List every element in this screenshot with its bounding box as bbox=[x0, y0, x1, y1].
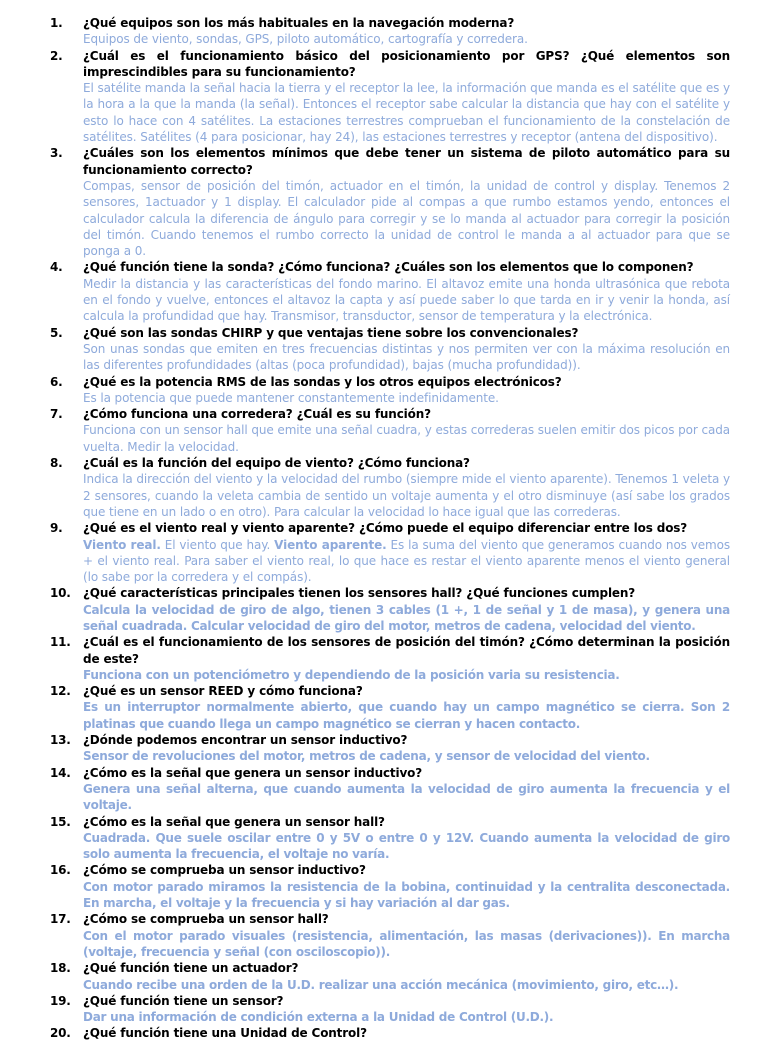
item-number: 1. bbox=[50, 16, 63, 30]
question-text: ¿Cómo funciona una corredera? ¿Cuál es su función? bbox=[83, 407, 431, 422]
list-item bbox=[0, 634, 768, 683]
item-number: 3. bbox=[50, 146, 63, 161]
item-number: 15. bbox=[50, 814, 71, 829]
list-item bbox=[0, 406, 768, 455]
item-number: 19. bbox=[50, 993, 71, 1008]
item-number: 11. bbox=[50, 635, 71, 650]
answer-text: Es la potencia que puede mantener constantemente indefinidamente. bbox=[83, 390, 499, 405]
question-text: ¿Cuál es la función del equipo de viento? ¿Cómo funciona? bbox=[83, 456, 470, 471]
item-number: 12. bbox=[50, 684, 71, 699]
item-number: 13. bbox=[50, 733, 71, 748]
item-number: 8. bbox=[50, 456, 63, 471]
question-text: ¿Qué es un sensor REED y cómo funciona? bbox=[83, 684, 363, 699]
item-number: 9. bbox=[50, 521, 63, 536]
answer-text: Funciona con un sensor hall que emite una señal cuadra, y estas correderas suelen emitir dos picos por cada vuelta. Medir la velocidad. bbox=[83, 423, 730, 454]
item-number: 7. bbox=[50, 407, 63, 422]
item-number: 20. bbox=[50, 1026, 71, 1041]
list-item bbox=[0, 911, 768, 960]
list-item bbox=[0, 1025, 768, 1041]
question-text: ¿Cómo se comprueba un sensor hall? bbox=[83, 912, 329, 927]
list-item bbox=[0, 993, 768, 1026]
question-text: ¿Qué función tiene la sonda? ¿Cómo funciona? ¿Cuáles son los elementos que lo componen? bbox=[83, 260, 694, 275]
list-item bbox=[0, 259, 768, 324]
question-text: ¿Qué son las sondas CHIRP y que ventajas tiene sobre los convencionales? bbox=[83, 325, 579, 340]
answer-segment: Es la suma del viento que generamos cuando nos vemos + el viento real. Para saber el viento real, lo que hace es restar el viento aparente menos el viento general (lo sabe por la corredera y el compás). bbox=[83, 537, 731, 585]
list-item bbox=[0, 520, 768, 585]
question-text: ¿Qué función tiene un sensor? bbox=[83, 993, 284, 1008]
list-item bbox=[0, 145, 768, 259]
question-text: ¿Qué es la potencia RMS de las sondas y los otros equipos electrónicos? bbox=[83, 374, 562, 389]
answer-text: Con motor parado miramos la resistencia de la bobina, continuidad y la centralita desconectada. En marcha, el voltaje y la frecuencia y si hay variación al dar gas. bbox=[83, 879, 730, 911]
item-number: 6. bbox=[50, 374, 63, 389]
answer-text: Cuadrada. Que suele oscilar entre 0 y 5V o entre 0 y 12V. Cuando aumenta la velocidad de giro solo aumenta la frecuencia, el voltaje no varía. bbox=[83, 830, 730, 862]
answer-text: Es un interruptor normalmente abierto, que cuando hay un campo magnético se cierra. Son 2 platinas que cuando llega un campo magnético se cierran y hacen contacto. bbox=[83, 700, 730, 731]
question-text: ¿Cuál es el funcionamiento básico del posicionamiento por GPS? ¿Qué elementos son imprescindibles para su funcionamiento? bbox=[83, 48, 730, 79]
question-text: ¿Qué función tiene un actuador? bbox=[83, 961, 299, 976]
question-text: ¿Cuál es el funcionamiento de los sensores de posición del timón? ¿Cómo determinan la posición de este? bbox=[83, 635, 730, 666]
answer-text: El satélite manda la señal hacia la tierra y el receptor la lee, la información que manda es el satélite que es y la hora a la que la manda (la señal). Entonces el receptor sabe calcular la distancia que hay con el satélite y esto lo hace con 4 satélites. La estaciones terrestres comprueban el funcionamiento de la constelación de satélites. Satélites (4 para posicionar, hay 24), las estaciones terrestres y receptor (antena del dispositivo). bbox=[83, 81, 730, 145]
list-item bbox=[0, 325, 768, 374]
item-number: 10. bbox=[50, 586, 71, 601]
question-text: ¿Qué función tiene una Unidad de Control? bbox=[83, 1026, 367, 1041]
question-text: ¿Cuáles son los elementos mínimos que debe tener un sistema de piloto automático para su funcionamiento correcto? bbox=[83, 146, 730, 177]
list-item bbox=[0, 15, 768, 48]
question-text: ¿Dónde podemos encontrar un sensor inductivo? bbox=[83, 733, 408, 748]
list-item bbox=[0, 374, 768, 407]
list-item bbox=[0, 814, 768, 863]
list-item bbox=[0, 765, 768, 814]
item-number: 16. bbox=[50, 863, 71, 878]
list-item bbox=[0, 732, 768, 765]
list-item bbox=[0, 862, 768, 911]
list-item bbox=[0, 683, 768, 732]
answer-text: Genera una señal alterna, que cuando aumenta la velocidad de giro aumenta la frecuencia y el voltaje. bbox=[83, 781, 730, 813]
item-number: 5. bbox=[50, 325, 63, 340]
list-item bbox=[0, 455, 768, 520]
question-text: ¿Cómo es la señal que genera un sensor hall? bbox=[83, 814, 385, 829]
item-number: 17. bbox=[50, 912, 71, 927]
answer-text: Equipos de viento, sondas, GPS, piloto automático, cartografía y corredera. bbox=[83, 32, 528, 47]
list-item bbox=[0, 48, 768, 146]
answer-text: Compas, sensor de posición del timón, actuador en el timón, la unidad de control y display. Tenemos 2 sensores, 1actuador y 1 display. El calculador pide al compas a que rumbo estamos yendo, entonces el calculador calcula la diferencia de ángulo para corregir y se lo manda al actuador para corregir la posición del timón. Cuando tenemos el rumbo correcto la unidad de control le manda a al actuador para que se ponga a 0. bbox=[83, 178, 730, 259]
question-text: ¿Qué características principales tienen los sensores hall? ¿Qué funciones cumplen? bbox=[83, 586, 636, 601]
answer-segment: El viento que hay. bbox=[160, 537, 275, 552]
item-number: 4. bbox=[50, 260, 63, 275]
answer-text: Indica la dirección del viento y la velocidad del rumbo (siempre mide el viento aparente). Tenemos 1 veleta y 2 sensores, cuando la veleta cambia de sentido un voltaje aumenta y el otro disminuye (así sabe los grados que tiene en un lado o en otro). Para calcular la velocidad lo hace igual que las correderas. bbox=[83, 472, 730, 519]
list-item bbox=[0, 585, 768, 634]
question-text: ¿Cómo se comprueba un sensor inductivo? bbox=[83, 863, 366, 878]
term-real-wind: Viento real. bbox=[83, 537, 161, 552]
answer-text: Medir la distancia y las características del fondo marino. El altavoz emite una honda ultrasónica que rebota en el fondo y vuelve, entonces el altavoz la capta y así puede saber lo que tarda en ir y venir la honda, así calcula la profundidad que hay. Transmisor, transductor, sensor de temperatura y la electrónica. bbox=[83, 276, 730, 324]
question-text: ¿Qué es el viento real y viento aparente? ¿Cómo puede el equipo diferenciar entre los dos? bbox=[83, 521, 688, 536]
answer-text: Cuando recibe una orden de la U.D. realizar una acción mecánica (movimiento, giro, etc…). bbox=[83, 977, 679, 992]
answer-text: Sensor de revoluciones del motor, metros de cadena, y sensor de velocidad del viento. bbox=[83, 749, 650, 764]
answer-text: Son unas sondas que emiten en tres frecuencias distintas y nos permiten ver con la máxima resolución en las diferentes profundidades (altas (poca profundidad), bajas (mucha profundidad)). bbox=[83, 341, 730, 373]
answer-text: Dar una información de condición externa a la Unidad de Control (U.D.). bbox=[83, 1010, 554, 1025]
term-apparent-wind: Viento aparente. bbox=[274, 537, 387, 552]
question-text: ¿Cómo es la señal que genera un sensor inductivo? bbox=[83, 765, 423, 780]
list-item bbox=[0, 960, 768, 993]
answer-text: Calcula la velocidad de giro de algo, tienen 3 cables (1 +, 1 de señal y 1 de masa), y genera una señal cuadrada. Calcular velocidad de giro del motor, metros de cadena, velocidad del viento. bbox=[83, 602, 730, 633]
answer-text bbox=[83, 537, 730, 586]
item-number: 14. bbox=[50, 765, 71, 780]
item-number: 18. bbox=[50, 961, 71, 976]
answer-text: Con el motor parado visuales (resistencia, alimentación, las masas (derivaciones)). En marcha (voltaje, frecuencia y señal (con osciloscopio)). bbox=[83, 928, 730, 959]
item-number: 2. bbox=[50, 48, 63, 63]
question-text: ¿Qué equipos son los más habituales en la navegación moderna? bbox=[83, 16, 515, 30]
answer-text: Funciona con un potenciómetro y dependiendo de la posición varia su resistencia. bbox=[83, 667, 620, 682]
question-list bbox=[0, 15, 768, 1042]
